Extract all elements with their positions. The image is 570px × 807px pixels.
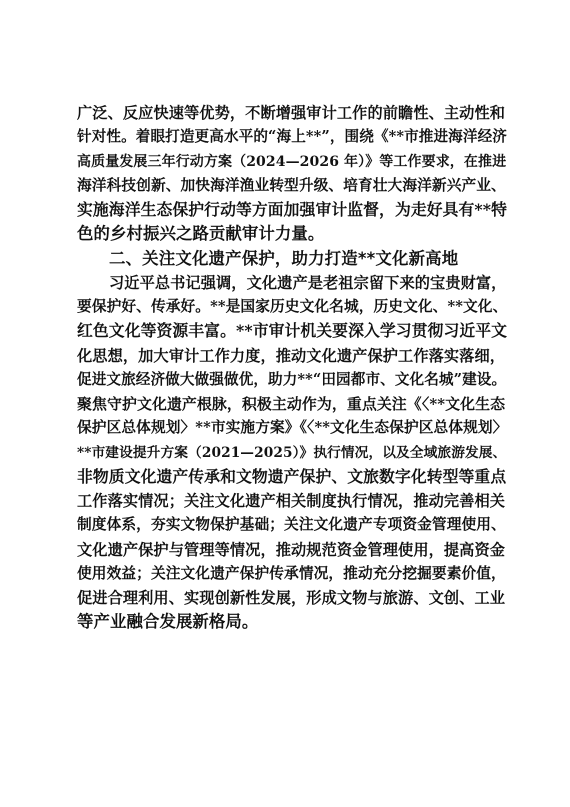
paragraph-1-line-6: 色的乡村振兴之路贡献审计力量。 bbox=[77, 224, 325, 244]
paragraph-2-line-3: 红色文化等资源丰富。**市审计机关要深入学习贯彻习近平文 bbox=[77, 321, 508, 341]
paragraph-2-line-1: 习近平总书记强调，文化遗产是老祖宗留下来的宝贵财富， bbox=[109, 273, 507, 292]
paragraph-2-line-8: **市建设提升方案（2021—2025）》执行情况，以及全域旅游发展、 bbox=[77, 444, 507, 461]
section-heading: 二、关注文化遗产保护，助力打造**文化新高地 bbox=[109, 248, 459, 268]
paragraph-2-line-10: 工作落实情况；关注文化遗产相关制度执行情况，推动完善相关 bbox=[77, 492, 506, 510]
paragraph-2-line-15: 等产业融合发展新格局。 bbox=[77, 612, 259, 632]
paragraph-1-line-5: 实施海洋生态保护行动等方面加强审计监督，为走好具有**特 bbox=[77, 200, 508, 219]
paragraph-2-line-4: 化思想，加大审计工作力度，推动文化遗产保护工作落实落细， bbox=[77, 346, 506, 365]
paragraph-1-line-4: 海洋科技创新、加快海洋渔业转型升级、培育壮大海洋新兴产业、 bbox=[77, 176, 506, 194]
paragraph-1-line-3: 高质量发展三年行动方案（2024—2026 年）》等工作要求，在推进 bbox=[77, 153, 507, 170]
paragraph-2-line-6: 聚焦守护文化遗产根脉，积极主动作为，重点关注《〈**文化生态 bbox=[77, 395, 506, 413]
paragraph-1-line-2: 针对性。着眼打造更高水平的“海上**”，围绕《**市推进海洋经济 bbox=[77, 128, 507, 146]
paragraph-1-line-1: 广泛、反应快速等优势，不断增强审计工作的前瞻性、主动性和 bbox=[77, 104, 506, 122]
paragraph-2-line-5: 促进文旅经济做大做强做优，助力**“田园都市、文化名城”建设。 bbox=[77, 370, 507, 388]
paragraph-2-line-7: 保护区总体规划〉**市实施方案》《〈**文化生态保护区总体规划〉 bbox=[77, 419, 508, 437]
paragraph-2-line-2: 要保护好、传承好。**是国家历史文化名城，历史文化、**文化、 bbox=[77, 298, 508, 315]
paragraph-2-line-13: 使用效益；关注文化遗产保护传承情况，推动充分挖掘要素价值， bbox=[77, 564, 506, 582]
paragraph-2-line-12: 文化遗产保护与管理等情况，推动规范资金管理使用，提高资金 bbox=[77, 540, 506, 559]
document-body bbox=[77, 101, 507, 635]
paragraph-2-line-9: 非物质文化遗产传承和文物遗产保护、文旅数字化转型等重点 bbox=[77, 466, 507, 486]
paragraph-2-line-14: 促进合理利用、实现创新性发展，形成文物与旅游、文创、工业 bbox=[77, 589, 506, 607]
paragraph-2-line-11: 制度体系，夯实文物保护基础；关注文化遗产专项资金管理使用、 bbox=[77, 516, 506, 534]
